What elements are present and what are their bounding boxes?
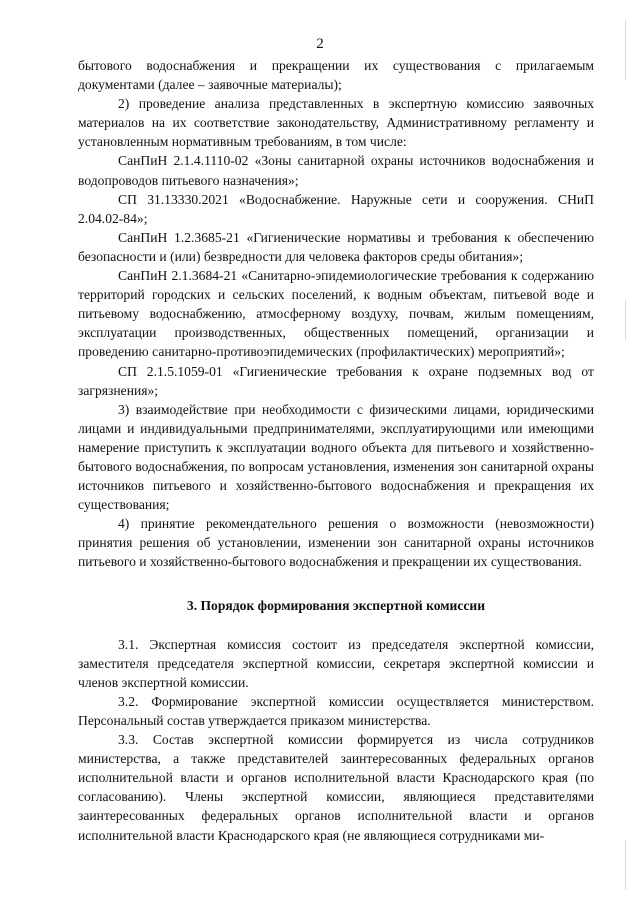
paragraph-sanpin-2-1-3684: СанПиН 2.1.3684-21 «Санитарно-эпидемиологические требования к содержанию территорий городских и сельских поселений, к водным объектам, питьевой воде и питьевому водоснабжению, атмосферному воздуху, почвам, жилым помещениям, эксплуатации производственных, общественных помещений, организации и проведению санитарно-противоэпидемических (профилактических) мероприятий»; (78, 268, 594, 360)
paragraph-3-2: 3.2. Формирование экспертной комиссии осуществляется министерством. Персональный состав утверждается приказом министерства. (78, 693, 594, 728)
scan-edge-mark (625, 840, 626, 890)
scan-edge-mark (625, 20, 626, 80)
paragraph-sp-31-13330: СП 31.13330.2021 «Водоснабжение. Наружные сети и сооружения. СНиП 2.04.02-84»; (78, 191, 594, 226)
paragraph-continuation: бытового водоснабжения и прекращении их существования с прилагаемым документами (далее – заявочные материалы); (78, 58, 594, 93)
page-number: 2 (316, 36, 324, 52)
paragraph-3-1: 3.1. Экспертная комиссия состоит из председателя экспертной комиссии, заместителя председателя экспертной комиссии, секретаря экспертной комиссии и членов экспертной комиссии. (78, 636, 594, 690)
paragraph-item-3: 3) взаимодействие при необходимости с физическими лицами, юридическими лицами и индивидуальными предпринимателями, эксплуатирующими или имеющими намерение приступить к эксплуатации водного объекта для питьевого и хозяйственно-бытового водоснабжения, по вопросам установления, изменения зон санитарной охраны источников питьевого и хозяйственно-бытового водоснабжения и прекращения их существования; (78, 401, 594, 513)
paragraph-item-2: 2) проведение анализа представленных в экспертную комиссию заявочных материалов на их соответствие законодательству, Административному регламенту и установленным нормативным требованиям, в том числе: (78, 96, 594, 150)
paragraph-3-3: 3.3. Состав экспертной комиссии формируется из числа сотрудников министерства, а также представителей заинтересованных федеральных органов исполнительной власти и органов исполнительной власти Краснодарского края (по согласованию). Члены экспертной комиссии, являющиеся представителями заинтересованных федеральных органов исполнительной власти и органов исполнительной власти Краснодарского края (не являющиеся сотрудниками ми- (78, 732, 594, 843)
paragraph-sanpin-1-2-3685: СанПиН 1.2.3685-21 «Гигиенические нормативы и требования к обеспечению безопасности и (или) безвредности для человека факторов среды обитания»; (78, 229, 594, 264)
scan-edge-mark (625, 300, 626, 340)
paragraph-sanpin-2-1-4-1110: СанПиН 2.1.4.1110-02 «Зоны санитарной охраны источников водоснабжения и водопроводов питьевого назначения»; (78, 153, 594, 188)
section-heading: 3. Порядок формирования экспертной комиссии (186, 597, 486, 613)
paragraph-sp-2-1-5-1059: СП 2.1.5.1059-01 «Гигиенические требования к охране подземных вод от загрязнения»; (78, 363, 594, 398)
paragraph-item-4: 4) принятие рекомендательного решения о возможности (невозможности) принятия решения об установлении, изменении зон санитарной охраны источников питьевого и хозяйственно-бытового водоснабжения и прекращении их существования. (78, 516, 594, 570)
document-body (78, 56, 594, 845)
